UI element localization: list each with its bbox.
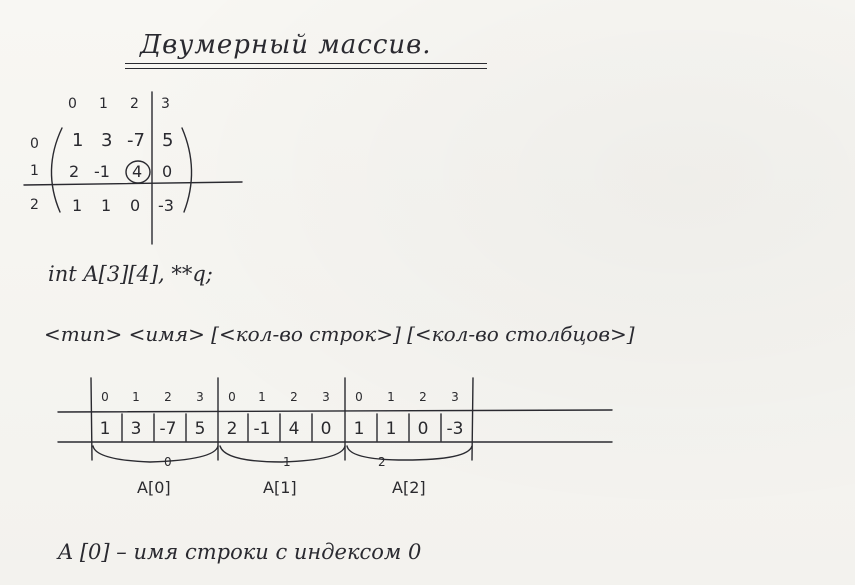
layout-cell: -1 (253, 419, 271, 439)
matrix-cell-circled: 4 (132, 162, 143, 181)
layout-cell: 4 (288, 419, 300, 439)
circle-mark (126, 161, 150, 183)
matrix-cell: 1 (72, 196, 83, 215)
row-group-label: A[1] (263, 478, 297, 497)
matrix-cell: 5 (162, 130, 174, 151)
brace-row-1 (220, 446, 345, 462)
layout-col-index: 2 (164, 390, 172, 404)
matrix-row-index: 1 (30, 163, 39, 179)
row-group-label: A[2] (392, 478, 426, 497)
layout-col-index: 1 (258, 390, 266, 404)
matrix-cell: 0 (162, 162, 173, 181)
matrix-cell: 1 (101, 196, 112, 215)
matrix-col-index: 2 (130, 96, 139, 112)
layout-col-index: 3 (451, 390, 459, 404)
layout-col-index: 0 (228, 390, 236, 404)
matrix-row-index: 0 (30, 136, 39, 152)
declaration-syntax: <тип> <имя> [<кол-во строк>] [<кол-во столбцов>] (44, 322, 635, 346)
matrix-col-index: 1 (99, 96, 108, 112)
layout-col-index: 0 (101, 390, 109, 404)
matrix-cell: -1 (94, 162, 110, 181)
row-name-note: A [0] – имя строки с индексом 0 (58, 540, 422, 564)
matrix-cell: 1 (72, 130, 84, 151)
layout-cell: 3 (130, 419, 142, 439)
layout-cell: 2 (226, 419, 238, 439)
row-group-index: 1 (283, 455, 291, 469)
matrix-row-index: 2 (30, 197, 39, 213)
layout-col-index: 3 (196, 390, 204, 404)
layout-cell: 1 (99, 419, 111, 439)
row-group-index: 2 (378, 455, 386, 469)
matrix-cell: 0 (130, 196, 141, 215)
layout-col-index: 3 (322, 390, 330, 404)
left-paren-shape (51, 128, 62, 212)
brace-row-2 (347, 446, 472, 460)
layout-cell: 5 (194, 419, 206, 439)
layout-cell: -7 (159, 419, 177, 439)
right-paren-shape (182, 128, 192, 212)
layout-cell: 0 (320, 419, 332, 439)
row-group-label: A[0] (137, 478, 171, 497)
layout-col-index: 0 (355, 390, 363, 404)
matrix-cell: 3 (101, 130, 113, 151)
row-group-index: 0 (164, 455, 172, 469)
matrix-cell: 2 (69, 162, 80, 181)
matrix-cell: -7 (127, 130, 145, 151)
layout-cell: 0 (417, 419, 429, 439)
layout-col-index: 2 (419, 390, 427, 404)
layout-col-index: 1 (132, 390, 140, 404)
layout-top-line (58, 410, 612, 412)
matrix-col-index: 3 (161, 96, 170, 112)
layout-cell: 1 (385, 419, 397, 439)
matrix-col-index: 0 (68, 96, 77, 112)
layout-cell: -3 (446, 419, 464, 439)
array-declaration: int A[3][4], **q; (48, 262, 213, 286)
page-title: Двумерный массив. (140, 30, 432, 60)
layout-cell: 1 (353, 419, 365, 439)
brace-row-0 (93, 446, 218, 462)
layout-col-index: 1 (387, 390, 395, 404)
layout-col-index: 2 (290, 390, 298, 404)
matrix-cell: -3 (158, 196, 174, 215)
